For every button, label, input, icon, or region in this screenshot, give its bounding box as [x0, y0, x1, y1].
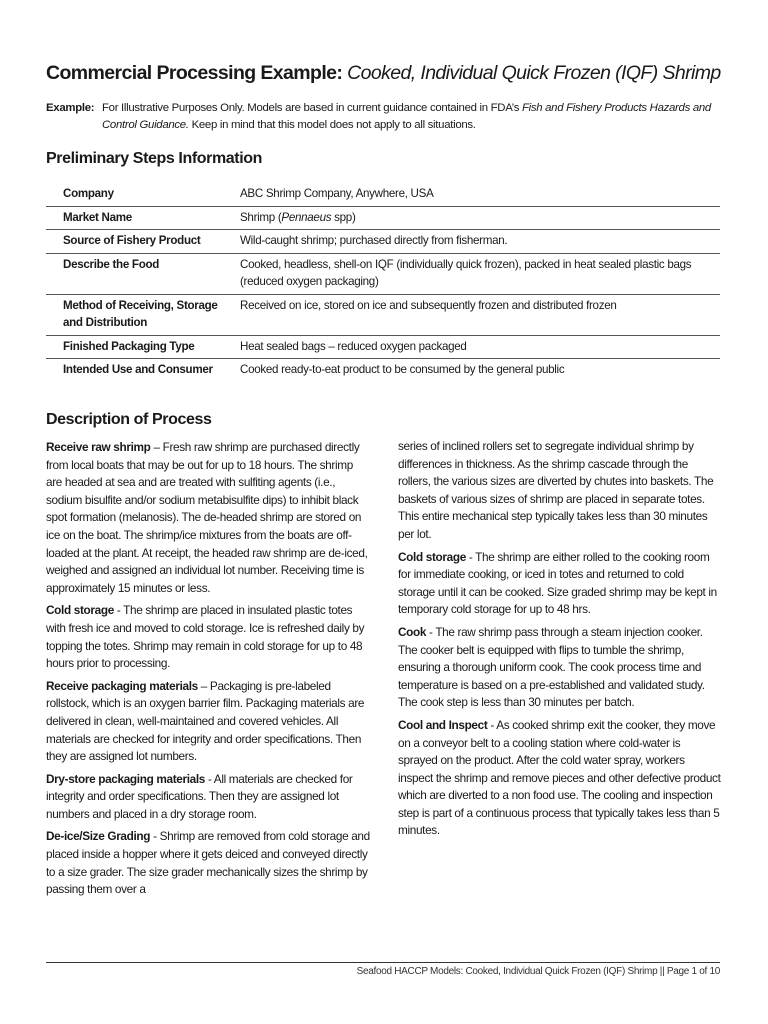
table-row: [46, 183, 720, 206]
paragraph: [398, 549, 722, 619]
example-text: For Illustrative Purposes Only. Models are based in current guidance contained in FDA’s: [102, 102, 522, 114]
paragraph-text: – Fresh raw shrimp are purchased directly from local boats that may be out for up to 18 hours. The shrimp are headed at sea and are treated with sulfiting agents (i.e., sodium bisulfite and/or sodium metabisulfite dips) to inhibit black spot formation (melanosis). The de-headed shrimp are stored on ice on the boat. The shrimp/ice mixtures from the boats are off-loaded at the plant. At receipt, the headed raw shrimp are de-iced, weighed and assigned an individual lot number. Receiving time is approximately 15 minutes or less.: [46, 440, 368, 595]
table-row: [46, 359, 720, 382]
paragraph-lead: Cool and Inspect: [398, 717, 488, 732]
row-value: [240, 206, 720, 230]
row-key: Company: [46, 183, 240, 206]
row-key: Market Name: [46, 206, 240, 230]
row-value: ABC Shrimp Company, Anywhere, USA: [240, 183, 720, 206]
row-key: Intended Use and Consumer: [63, 363, 213, 376]
row-value: Cooked ready-to-eat product to be consumed by the general public: [240, 363, 565, 376]
description-heading: Description of Process: [46, 411, 212, 428]
paragraph: [398, 624, 722, 712]
description-column-left: [46, 439, 370, 904]
row-value: Heat sealed bags – reduced oxygen packaged: [240, 335, 720, 359]
example-label: Example:: [46, 102, 95, 114]
prelim-table: [46, 183, 720, 382]
prelim-heading: Preliminary Steps Information: [46, 150, 263, 167]
footer-divider: [46, 962, 720, 963]
paragraph: [398, 438, 722, 544]
table-row: [46, 230, 720, 254]
species-name: Pennaeus: [281, 210, 332, 224]
row-value: Received on ice, stored on ice and subsequently frozen and distributed frozen: [240, 294, 720, 335]
paragraph-lead: Receive packaging materials: [46, 678, 198, 693]
paragraph: [46, 602, 370, 672]
paragraph-text: - The raw shrimp pass through a steam injection cooker. The cooker belt is equipped with flips to tumble the shrimp, ensuring a thorough uniform cook. The cook process time and temperature is based on a pre-established and validated study. The cook step is less than 30 minutes per batch.: [398, 624, 705, 710]
row-value: Wild-caught shrimp; purchased directly from fisherman.: [240, 230, 720, 254]
paragraph-text: - The shrimp are placed in insulated plastic totes with fresh ice and moved to cold storage. Ice is refreshed daily by topping the totes. Shrimp may remain in cold storage for up to 48 hours prior to processing.: [46, 603, 365, 671]
paragraph-text: - The shrimp are either rolled to the cooking room for immediate cooking, or iced in totes and returned to cold storage until it can be cooked. Size graded shrimp may be kept in temporary cold storage for up to 48 hrs.: [398, 549, 717, 617]
example-note: [46, 100, 736, 134]
paragraph-text: - Shrimp are removed from cold storage and placed inside a hopper where it gets deiced and conveyed directly to a size grader. The size grader mechanically sizes the shrimp by passing them over a: [46, 829, 370, 897]
title-bold: Commercial Processing Example:: [46, 62, 343, 84]
description-column-right: [398, 438, 722, 845]
example-text-2: Keep in mind that this model does not apply to all situations.: [188, 119, 476, 131]
paragraph: [46, 439, 370, 597]
row-key: Finished Packaging Type: [46, 335, 240, 359]
paragraph-text: - All materials are checked for integrity and order specifications. Then they are assigned lot numbers and placed in a dry storage room.: [46, 771, 353, 821]
page-footer: Seafood HACCP Models: Cooked, Individual Quick Frozen (IQF) Shrimp || Page 1 of 10: [356, 966, 720, 977]
paragraph-text: series of inclined rollers set to segregate individual shrimp by differences in thickness. As the shrimp cascade through the rollers, the various sizes are diverted by chutes into baskets. The baskets of various sizes of shrimp are placed in separate totes. This entire mechanical step typically takes less than 30 minutes per lot.: [398, 439, 714, 541]
paragraph: [46, 828, 370, 898]
title-italic: Cooked, Individual Quick Frozen (IQF) Shrimp: [347, 62, 721, 84]
table-row: [46, 253, 720, 294]
paragraph-lead: Cold storage: [398, 549, 466, 564]
paragraph-lead: Dry-store packaging materials: [46, 771, 206, 786]
table-row: [46, 206, 720, 230]
paragraph: [46, 771, 370, 824]
row-key: Source of Fishery Product: [46, 230, 240, 254]
page-title: [46, 62, 721, 85]
row-value: Cooked, headless, shell-on IQF (individually quick frozen), packed in heat sealed plastic bags (reduced oxygen packaging): [240, 253, 720, 294]
paragraph: [46, 678, 370, 766]
paragraph-lead: Receive raw shrimp: [46, 440, 151, 454]
table-row: [46, 294, 720, 335]
paragraph-text: - As cooked shrimp exit the cooker, they move on a conveyor belt to a cooling station where cold-water is sprayed on the product. After the cold water spray, workers inspect the shrimp and remove pieces and other defective product which are diverted to a non food use. The cooling and inspection step is part of a continuous process that typically takes less than 5 minutes.: [398, 717, 721, 838]
paragraph-lead: De-ice/Size Grading: [46, 829, 151, 844]
table-row: [46, 335, 720, 359]
paragraph-lead: Cold storage: [46, 603, 114, 618]
value-text: Shrimp (: [240, 210, 282, 224]
paragraph-lead: Cook: [398, 624, 427, 639]
paragraph: [398, 717, 722, 840]
row-key: Describe the Food: [46, 253, 240, 294]
paragraph-text: – Packaging is pre-labeled rollstock, which is an oxygen barrier film. Packaging materials are delivered in clean, well-maintained and covered vehicles. All materials are checked for integrity and order specifications. Then they are assigned lot numbers.: [46, 678, 365, 764]
row-key: Method of Receiving, Storage and Distribution: [46, 294, 240, 335]
value-text: spp): [331, 210, 356, 224]
example-guidance-title: Fish and Fishery Products Hazards and Control Guidance.: [102, 102, 711, 131]
